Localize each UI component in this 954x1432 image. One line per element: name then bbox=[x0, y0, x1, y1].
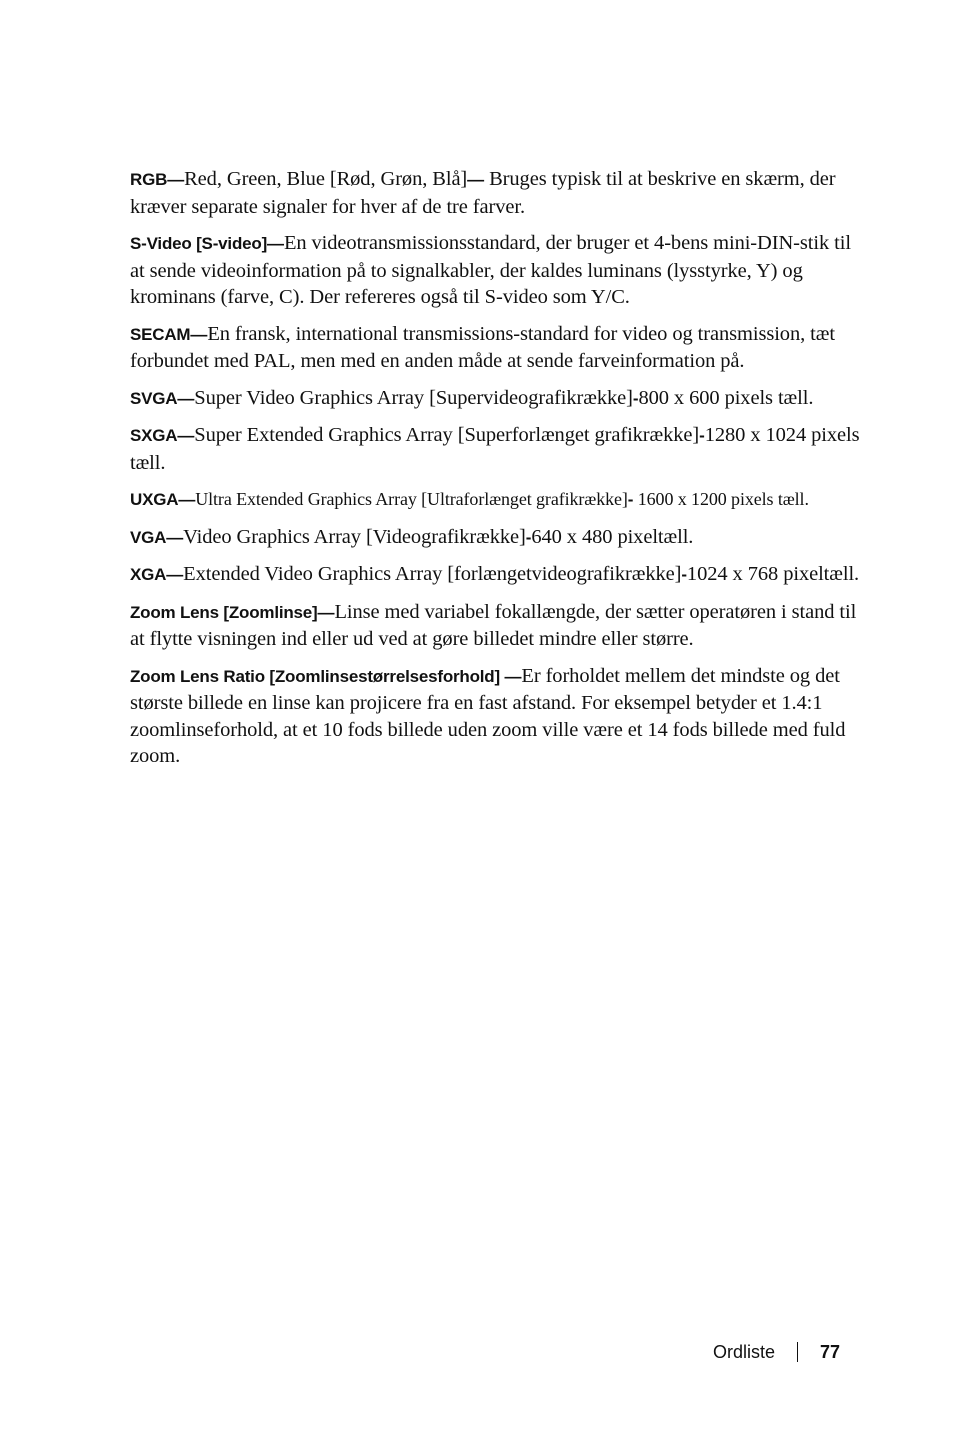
glossary-definition-continued: 1024 x 768 pixeltæll. bbox=[686, 563, 860, 585]
term-dash: — bbox=[177, 388, 195, 408]
definition-dash: - bbox=[699, 426, 705, 445]
glossary-definition-continued: 1600 x 1200 pixels tæll. bbox=[633, 489, 809, 509]
glossary-entry-svga bbox=[130, 385, 870, 413]
glossary-definition-continued: Bruges typisk til at beskrive en skærm, der kræver separate signaler for hver af de tre farver. bbox=[130, 168, 836, 218]
glossary-definition-continued: 800 x 600 pixels tæll. bbox=[638, 386, 814, 409]
term-dash: — bbox=[190, 324, 208, 344]
term-dash: — bbox=[177, 426, 195, 445]
term-dash: — bbox=[167, 170, 185, 189]
glossary-entry-secam bbox=[130, 321, 870, 375]
page-footer bbox=[713, 1340, 840, 1364]
glossary-definition: Linse med variabel fokallængde, der sætter operatøren i stand til at flytte visningen ind eller ud ved at gøre billedet mindre eller større. bbox=[130, 600, 857, 650]
glossary-list bbox=[130, 166, 870, 780]
glossary-term: S-Video [S-video] bbox=[130, 234, 268, 253]
glossary-definition: Video Graphics Array [Videografikrække] bbox=[183, 525, 526, 548]
glossary-entry-xga bbox=[130, 561, 870, 589]
glossary-entry-s-video bbox=[130, 230, 870, 311]
definition-dash: - bbox=[632, 388, 639, 408]
definition-dash: - bbox=[627, 490, 634, 509]
glossary-entry-zoom-lens bbox=[130, 599, 870, 653]
glossary-entry-sxga bbox=[130, 422, 870, 476]
footer-divider bbox=[797, 1342, 798, 1362]
definition-dash: - bbox=[681, 565, 687, 584]
glossary-definition: Super Video Graphics Array [Supervideografikrække] bbox=[194, 386, 633, 409]
glossary-term: SECAM bbox=[130, 324, 191, 344]
glossary-term: UXGA bbox=[130, 490, 179, 509]
glossary-definition: Extended Video Graphics Array [forlængetvideografikrække] bbox=[183, 563, 682, 585]
term-dash: — bbox=[267, 234, 284, 253]
glossary-term: XGA bbox=[130, 565, 167, 584]
term-dash: — bbox=[166, 565, 184, 584]
glossary-term: VGA bbox=[130, 527, 167, 547]
glossary-definition: Er forholdet mellem det mindste og det største billede en linse kan projicere fra en fast afstand. For eksempel betyder et 1.4:1 zoomlinseforhold, at et 10 fods billede uden zoom ville være et 14 fods billede med fuld zoom. bbox=[130, 664, 846, 767]
term-dash: — bbox=[178, 490, 196, 509]
glossary-entry-uxga bbox=[130, 486, 870, 514]
glossary-entry-rgb bbox=[130, 166, 870, 220]
glossary-term: Zoom Lens [Zoomlinse] bbox=[130, 602, 318, 622]
glossary-definition-continued: 1280 x 1024 pixels tæll. bbox=[130, 424, 860, 474]
glossary-definition: En videotransmissionsstandard, der bruger et 4-bens mini-DIN-stik til at sende videoinformation på to signalkabler, der kaldes luminans (lysstyrke, Y) og krominans (farve, C). Der refereres også til S-video som Y/C. bbox=[130, 232, 851, 308]
glossary-entry-zoom-lens-ratio bbox=[130, 663, 870, 770]
glossary-term: Zoom Lens Ratio [Zoomlinsestørrelsesforhold] bbox=[130, 666, 505, 686]
glossary-term: SVGA bbox=[130, 388, 178, 408]
page-number: 77 bbox=[820, 1342, 841, 1362]
glossary-definition: Ultra Extended Graphics Array [Ultraforlænget grafikrække] bbox=[195, 489, 628, 509]
term-dash: — bbox=[504, 666, 522, 686]
glossary-definition: Super Extended Graphics Array [Superforlænget grafikrække] bbox=[194, 424, 700, 446]
footer-section-title: Ordliste bbox=[713, 1342, 776, 1362]
glossary-term: RGB bbox=[130, 170, 168, 189]
glossary-definition-continued: 640 x 480 pixeltæll. bbox=[531, 525, 694, 548]
term-dash: — bbox=[317, 602, 335, 622]
definition-dash: - bbox=[525, 527, 532, 547]
glossary-term: SXGA bbox=[130, 426, 178, 445]
glossary-definition: Red, Green, Blue [Rød, Grøn, Blå] bbox=[184, 168, 468, 190]
glossary-definition: En fransk, international transmissions-standard for video og transmission, tæt forbundet med PAL, men med en anden måde at sende farveinformation på. bbox=[130, 322, 835, 372]
definition-dash: — bbox=[467, 170, 485, 189]
term-dash: — bbox=[166, 527, 184, 547]
glossary-entry-vga bbox=[130, 524, 870, 552]
